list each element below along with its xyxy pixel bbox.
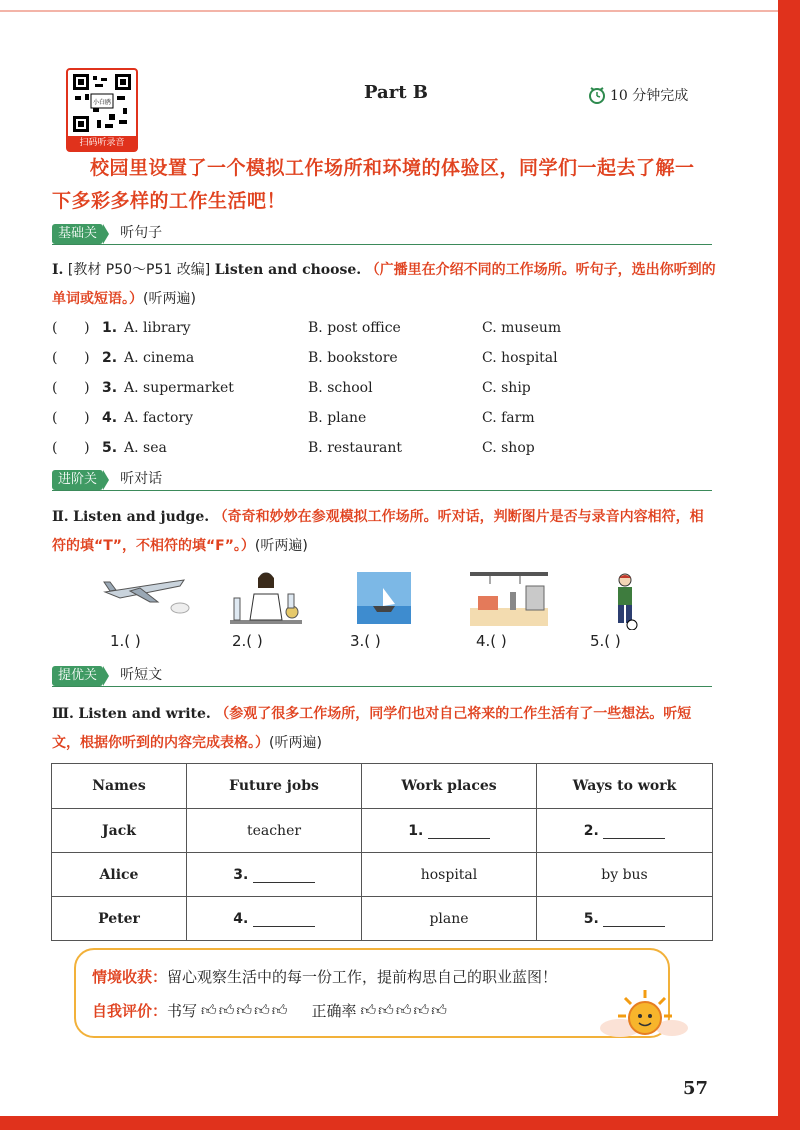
judge-label-4[interactable]: 4.( ) xyxy=(476,632,507,650)
way-cell: by bus xyxy=(537,853,713,897)
part1-source: [教材 P50～P51 改编] xyxy=(67,262,211,278)
section-badge: 提优关 xyxy=(52,666,103,686)
accuracy-rating[interactable] xyxy=(360,1001,448,1020)
option-c: C. ship xyxy=(482,380,531,396)
part3-instruction-cn: （参观了很多工作场所，同学们也对自己将来的工作生活有了一些想法。听短文，根据你听到的内容完成表格。） xyxy=(52,706,692,751)
harvest-key: 情境收获： xyxy=(92,968,168,986)
option-b: B. post office xyxy=(308,320,401,336)
table-header: Names xyxy=(52,764,187,809)
section-header-excellent xyxy=(52,664,712,687)
question-number: 5. xyxy=(102,440,118,456)
judge-label-3[interactable]: 3.( ) xyxy=(350,632,381,650)
bottom-red-border xyxy=(0,1116,800,1130)
blank-cell[interactable]: 3. xyxy=(187,853,362,897)
answer-blank[interactable] xyxy=(603,912,665,927)
part-title: Part B xyxy=(364,82,428,103)
page-number: 57 xyxy=(683,1078,709,1099)
part3-listen-twice: (听两遍) xyxy=(269,735,322,751)
part3-instruction-en: Listen and write. xyxy=(78,706,211,722)
part2-instruction xyxy=(52,503,717,561)
part3-instruction xyxy=(52,700,717,758)
thumbs-up-icon[interactable]: 👍︎ xyxy=(201,1001,219,1019)
qr-logo-text: 小白鸥 xyxy=(92,99,112,106)
qr-code[interactable] xyxy=(66,68,138,152)
timer xyxy=(588,85,688,105)
answer-bracket[interactable]: ( ) xyxy=(52,350,90,366)
blank-cell[interactable]: 4. xyxy=(187,897,362,941)
table-header-row xyxy=(52,764,713,809)
option-a: A. library xyxy=(124,320,191,336)
thumbs-up-icon[interactable]: 👍︎ xyxy=(378,1001,396,1019)
question-row xyxy=(52,410,712,434)
part2-listen-twice: (听两遍) xyxy=(254,538,308,554)
option-b: B. restaurant xyxy=(308,440,403,456)
right-red-border xyxy=(778,0,800,1130)
section-badge: 基础关 xyxy=(52,224,103,244)
thumbs-up-icon[interactable]: 👍︎ xyxy=(413,1001,432,1019)
option-c: C. shop xyxy=(482,440,535,456)
section-label: 听对话 xyxy=(120,471,163,487)
judge-label-5[interactable]: 5.( ) xyxy=(590,632,621,650)
part1-instruction-en: Listen and choose. xyxy=(214,262,362,278)
section-header-basic xyxy=(52,222,712,245)
option-b: B. school xyxy=(308,380,373,396)
place-cell: hospital xyxy=(362,853,537,897)
sun-icon xyxy=(600,986,690,1046)
thumbs-up-icon[interactable]: 👍︎ xyxy=(431,1001,449,1019)
option-c: C. farm xyxy=(482,410,535,426)
blank-cell[interactable]: 5. xyxy=(537,897,713,941)
answer-bracket[interactable]: ( ) xyxy=(52,380,90,396)
section-header-advanced xyxy=(52,468,712,491)
question-number: 3. xyxy=(102,380,118,396)
part2-numeral: Ⅱ. xyxy=(52,509,69,525)
eval-key: 自我评价： xyxy=(92,1002,168,1020)
question-number: 2. xyxy=(102,350,118,366)
part2-instruction-en: Listen and judge. xyxy=(73,509,210,525)
answer-blank[interactable] xyxy=(253,912,315,927)
judge-label-2[interactable]: 2.( ) xyxy=(232,632,263,650)
job-cell: teacher xyxy=(187,809,362,853)
scientist-lab-image xyxy=(230,568,302,626)
option-b: B. plane xyxy=(308,410,367,426)
thumbs-up-icon[interactable]: 👍︎ xyxy=(395,1001,414,1019)
option-b: B. bookstore xyxy=(308,350,398,366)
section-badge: 进阶关 xyxy=(52,470,103,490)
qr-label: 扫码听录音 xyxy=(68,136,136,150)
option-a: A. factory xyxy=(124,410,194,426)
table-row xyxy=(52,897,713,941)
table-header: Future jobs xyxy=(187,764,362,809)
part1-listen-twice: (听两遍) xyxy=(143,291,196,307)
part1-instruction-cn: （广播里在介绍不同的工作场所。听句子，选出你听到的单词或短语。） xyxy=(52,262,716,307)
footballer-image xyxy=(610,572,640,630)
name-cell: Jack xyxy=(102,822,136,839)
section-label: 听短文 xyxy=(120,667,163,683)
option-c: C. museum xyxy=(482,320,562,336)
place-cell: plane xyxy=(362,897,537,941)
thumbs-up-icon[interactable]: 👍︎ xyxy=(218,1001,237,1019)
harvest-text: 留心观察生活中的每一份工作，提前构思自己的职业蓝图！ xyxy=(167,968,558,986)
jobs-table xyxy=(51,763,713,941)
sea-boat-image xyxy=(357,572,411,624)
table-header: Work places xyxy=(362,764,537,809)
thumbs-up-icon[interactable]: 👍︎ xyxy=(236,1001,255,1019)
question-row xyxy=(52,440,712,464)
answer-bracket[interactable]: ( ) xyxy=(52,320,90,336)
beach-image xyxy=(470,572,548,626)
qr-code-icon xyxy=(73,74,131,132)
writing-rating[interactable] xyxy=(201,1001,289,1020)
part3-numeral: Ⅲ. xyxy=(52,706,74,722)
option-a: A. sea xyxy=(124,440,167,456)
feedback-box xyxy=(74,948,670,1038)
accuracy-label: 正确率 xyxy=(311,1002,357,1020)
timer-text: 10 分钟完成 xyxy=(610,88,689,104)
eval-line xyxy=(92,1000,449,1021)
answer-bracket[interactable]: ( ) xyxy=(52,440,90,456)
blank-cell[interactable]: 1. xyxy=(362,809,537,853)
harvest-line xyxy=(92,966,557,987)
answer-blank[interactable] xyxy=(603,824,665,839)
answer-blank[interactable] xyxy=(428,824,490,839)
section-label: 听句子 xyxy=(120,225,163,241)
thumbs-up-icon[interactable]: 👍︎ xyxy=(254,1001,272,1019)
option-c: C. hospital xyxy=(482,350,558,366)
part1-numeral: Ⅰ. xyxy=(52,262,64,278)
thumbs-up-icon[interactable]: 👍︎ xyxy=(360,1001,379,1019)
question-row xyxy=(52,320,712,344)
judge-label-1[interactable]: 1.( ) xyxy=(110,632,141,650)
answer-bracket[interactable]: ( ) xyxy=(52,410,90,426)
thumbs-up-icon[interactable]: 👍︎ xyxy=(271,1001,290,1019)
clock-icon xyxy=(588,86,606,104)
name-cell: Peter xyxy=(98,910,140,927)
airplane-image xyxy=(100,574,190,616)
intro-text: 校园里设置了一个模拟工作场所和环境的体验区，同学们一起去了解一下多彩多样的工作生活吧！ xyxy=(52,157,695,212)
table-row xyxy=(52,853,713,897)
part1-instruction xyxy=(52,256,717,314)
writing-label: 书写 xyxy=(167,1002,198,1020)
part2-instruction-cn: （奇奇和妙妙在参观模拟工作场所。听对话，判断图片是否与录音内容相符，相符的填“T”，不相符的填“F”。） xyxy=(52,509,704,554)
table-row xyxy=(52,809,713,853)
option-a: A. cinema xyxy=(124,350,195,366)
question-row xyxy=(52,350,712,374)
question-number: 4. xyxy=(102,410,118,426)
answer-blank[interactable] xyxy=(253,868,315,883)
blank-cell[interactable]: 2. xyxy=(537,809,713,853)
question-row xyxy=(52,380,712,404)
table-header: Ways to work xyxy=(537,764,713,809)
option-a: A. supermarket xyxy=(124,380,234,396)
top-border-line xyxy=(0,10,778,12)
name-cell: Alice xyxy=(99,866,139,883)
question-number: 1. xyxy=(102,320,118,336)
